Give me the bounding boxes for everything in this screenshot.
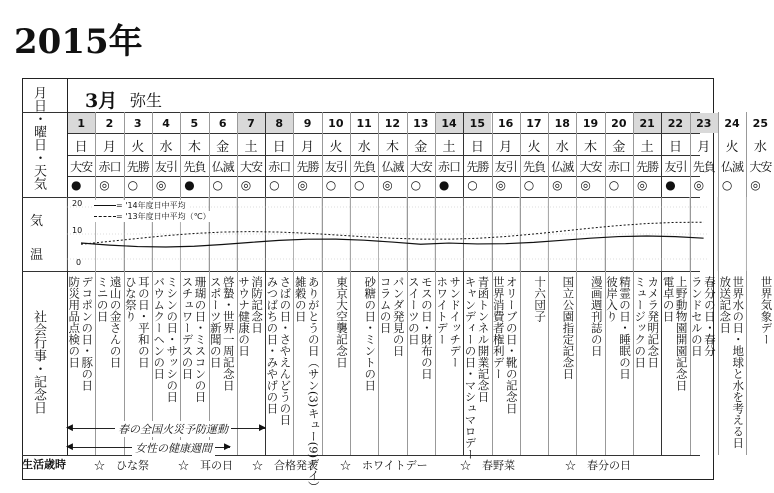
weather-icon: ○ (212, 178, 223, 192)
day-event: 青函トンネル開業記念日 (476, 276, 491, 403)
day-event: 消防記念日 (250, 276, 265, 334)
day-rokuyo: 赤口 (438, 160, 461, 174)
day-number: 22 (667, 117, 684, 130)
day-event: デコポンの日・豚の日 (80, 276, 95, 391)
day-number: 16 (497, 117, 514, 130)
weather-icon: ◎ (155, 178, 167, 192)
weather-icon: ● (71, 178, 82, 192)
day-number: 6 (218, 117, 227, 130)
legend-2014: = '14年度日中平均 (92, 200, 188, 211)
day-event: オリーブの日・靴の記念日 (504, 276, 519, 414)
day-event: みつばちの日・みやげの日 (265, 276, 280, 414)
side-label-temp-top: 気 (30, 214, 44, 229)
day-event: 砂糖の日・ミントの日 (363, 276, 378, 391)
day-event: 耳の日・平和の日 (136, 276, 151, 368)
day-event: 世界水の日・地球と水を考える日 (731, 276, 746, 449)
weather-icon: ○ (523, 178, 535, 192)
day-event: コラムの日 (378, 276, 393, 334)
day-rokuyo: 先勝 (466, 160, 489, 174)
day-weekday: 日 (470, 140, 484, 155)
day-number: 21 (639, 117, 655, 130)
weather-icon: ○ (410, 178, 422, 192)
month-title: 3月 (85, 90, 118, 112)
day-event: ミュージックの日 (633, 276, 648, 368)
day-weekday: 木 (385, 140, 399, 155)
day-number: 2 (105, 117, 114, 130)
weather-icon: ○ (127, 178, 139, 192)
day-event: バウムクーヘンの日 (152, 276, 167, 380)
day-weekday: 水 (159, 140, 173, 155)
day-rokuyo: 先負 (522, 160, 545, 174)
day-weekday: 水 (555, 140, 569, 155)
day-weekday: 火 (527, 140, 541, 155)
day-weekday: 月 (102, 140, 116, 155)
day-rokuyo: 友引 (664, 160, 687, 174)
day-event: スイーツの日 (406, 276, 421, 345)
day-event: ありがとうの日（サン(3)キュー(9)デイ） (306, 276, 321, 493)
day-event: キャンディーの日・マシュマロデー (463, 276, 478, 460)
day-weekday: 月 (697, 140, 711, 155)
day-rokuyo: 仏滅 (721, 160, 744, 174)
weather-icon: ◎ (240, 178, 252, 192)
weather-icon: ◎ (750, 178, 761, 192)
day-event: 放送記念日 (718, 276, 733, 334)
day-rokuyo: 先勝 (126, 160, 149, 174)
day-event: 啓蟄・世界一周記念日 (221, 276, 236, 391)
day-event: ミシンの日・サッシの日 (165, 276, 180, 403)
weather-icon: ◎ (637, 178, 648, 192)
day-rokuyo: 仏滅 (211, 160, 234, 174)
day-weekday: 月 (499, 140, 513, 155)
day-rokuyo: 先負 (353, 160, 376, 174)
day-number: 20 (611, 117, 627, 130)
day-rokuyo: 先勝 (296, 160, 319, 174)
day-event: 彼岸入り (605, 276, 619, 322)
day-number: 7 (247, 117, 255, 130)
day-number: 18 (554, 117, 570, 130)
weather-icon: ◎ (99, 178, 110, 192)
weather-icon: ◎ (382, 178, 393, 192)
day-rokuyo: 友引 (324, 160, 347, 174)
day-number: 24 (724, 117, 740, 130)
day-event: ひな祭り (123, 276, 138, 322)
day-weekday: 水 (357, 140, 371, 155)
day-weekday: 金 (414, 140, 428, 155)
life-item: ☆ 合格発表 (252, 459, 318, 472)
day-rokuyo: 大安 (239, 160, 262, 174)
arrow-head-left-1: ◀ (66, 423, 73, 433)
year-title: 2015年 (14, 22, 143, 62)
day-number: 1 (77, 117, 85, 130)
day-weekday: 土 (640, 140, 654, 155)
day-event: ホワイトデー (435, 276, 450, 345)
temp-line-2013 (81, 222, 704, 244)
weather-icon: ◎ (495, 178, 506, 192)
day-rokuyo: 赤口 (98, 160, 121, 174)
arrow-head-right-2: ▶ (224, 442, 231, 452)
day-weekday: 日 (668, 140, 682, 155)
day-event: スチュワーデスの日 (180, 276, 195, 380)
day-rokuyo: 大安 (70, 160, 93, 174)
day-weekday: 日 (272, 140, 286, 155)
day-rokuyo: 大安 (579, 160, 602, 174)
day-rokuyo: 友引 (155, 160, 178, 174)
day-number: 15 (469, 117, 485, 130)
day-event: 国立公園指定記念日 (561, 276, 576, 380)
label-fire-prevention: 春の全国火災予防運動 (115, 421, 231, 437)
side-label-life: 生活歳時 (22, 458, 66, 471)
grid-hline (22, 455, 700, 456)
day-rokuyo: 赤口 (607, 160, 630, 174)
day-weekday: 水 (753, 140, 767, 155)
day-event: 春分の日・春分 (702, 276, 717, 357)
weather-icon: ● (184, 178, 195, 192)
day-weekday: 木 (584, 140, 598, 155)
day-event: 世界気象デー (759, 276, 774, 345)
side-label-events: 社会行事・記念日 (31, 310, 46, 414)
day-event: 上野動物園開園記念日 (674, 276, 689, 391)
day-weekday: 火 (131, 140, 145, 155)
weather-icon: ○ (354, 178, 365, 192)
day-weekday: 火 (725, 140, 739, 155)
day-number: 8 (275, 117, 284, 130)
weather-icon: ◎ (297, 178, 308, 192)
temp-axis-10: 10 (72, 226, 83, 235)
weather-icon: ○ (467, 178, 478, 192)
day-number: 11 (356, 117, 372, 130)
day-event: サンドイッチデー (448, 276, 463, 368)
day-event: 漫画週刊誌の日 (589, 276, 604, 357)
legend-2013: = '13年度日中平均（℃） (92, 211, 213, 222)
arrow-head-right-1: ▶ (259, 423, 266, 433)
day-event: 遠山の金さんの日 (108, 276, 123, 368)
day-event: 電卓の日 (661, 276, 676, 322)
day-weekday: 日 (74, 140, 88, 155)
side-label-temp-bottom: 温 (30, 248, 44, 263)
day-weekday: 金 (612, 140, 626, 155)
day-event: サウナ健康の日 (237, 276, 252, 357)
day-number: 10 (328, 117, 344, 130)
day-number: 23 (696, 117, 712, 130)
temp-axis-0: 0 (76, 258, 82, 267)
day-number: 12 (384, 117, 401, 130)
weather-icon: ◎ (693, 178, 705, 192)
day-number: 19 (582, 117, 599, 130)
day-event: さばの日・さやえんどうの日 (278, 276, 293, 426)
day-rokuyo: 大安 (409, 160, 432, 174)
day-weekday: 木 (187, 140, 201, 155)
day-event: 十六団子 (533, 276, 548, 322)
label-women-health: 女性の健康週間 (132, 440, 215, 456)
day-weekday: 月 (301, 140, 315, 155)
day-number: 4 (162, 117, 170, 130)
day-event: 東京大空襲記念日 (335, 276, 349, 368)
weather-icon: ○ (608, 178, 620, 192)
weather-icon: ● (438, 178, 450, 192)
day-weekday: 土 (442, 140, 456, 155)
day-number: 9 (303, 117, 312, 130)
day-number: 14 (441, 117, 457, 130)
day-event: ランドセルの日 (689, 276, 704, 357)
day-event: カメラ発明記念日 (646, 276, 661, 368)
day-number: 3 (133, 117, 142, 130)
weather-icon: ○ (269, 178, 280, 192)
month-name: 弥生 (130, 91, 163, 110)
weather-icon: ◎ (580, 178, 591, 192)
day-rokuyo: 友引 (494, 160, 517, 174)
day-weekday: 土 (244, 140, 258, 155)
life-item: ☆ ホワイトデー (340, 459, 428, 472)
day-rokuyo: 仏滅 (551, 160, 574, 174)
day-event: 世界消費者権利デー (491, 276, 506, 380)
day-rokuyo: 赤口 (268, 160, 291, 174)
life-item: ☆ 耳の日 (178, 459, 233, 472)
day-number: 17 (526, 117, 542, 130)
day-weekday: 金 (216, 140, 230, 155)
life-item: ☆ ひな祭 (94, 459, 149, 472)
day-rokuyo: 先負 (183, 160, 206, 174)
weather-icon: ○ (325, 178, 337, 192)
day-number: 5 (190, 117, 199, 130)
day-rokuyo: 先勝 (636, 160, 659, 174)
day-rokuyo: 先負 (692, 160, 715, 174)
temp-line-2014 (81, 236, 704, 247)
life-item: ☆ 春分の日 (565, 459, 631, 472)
weather-icon: ● (665, 178, 676, 192)
day-event: 防災用品点検の日 (67, 276, 82, 368)
day-event: 精霊の日・睡眠の日 (618, 276, 632, 380)
weather-icon: ◎ (552, 178, 563, 192)
day-weekday: 火 (329, 140, 343, 155)
temp-axis-20: 20 (72, 199, 83, 208)
arrow-head-left-2: ◀ (66, 442, 73, 452)
day-rokuyo: 仏滅 (381, 160, 404, 174)
day-event: パンダ発見の日 (391, 276, 406, 357)
weather-icon: ○ (721, 178, 733, 192)
day-number: 13 (413, 117, 429, 130)
day-number: 25 (752, 117, 768, 130)
day-event: 珊瑚の日・ミスコンの日 (193, 276, 208, 403)
day-rokuyo: 大安 (749, 160, 772, 174)
day-event: スポーツ新聞の日 (208, 276, 223, 368)
life-item: ☆ 春野菜 (460, 459, 515, 472)
day-event: 雑穀の日 (293, 276, 308, 322)
side-label-date: 月日・曜日・天気 (31, 86, 46, 190)
day-event: ミニの日 (95, 276, 110, 322)
day-event: モスの日・財布の日 (419, 276, 434, 380)
